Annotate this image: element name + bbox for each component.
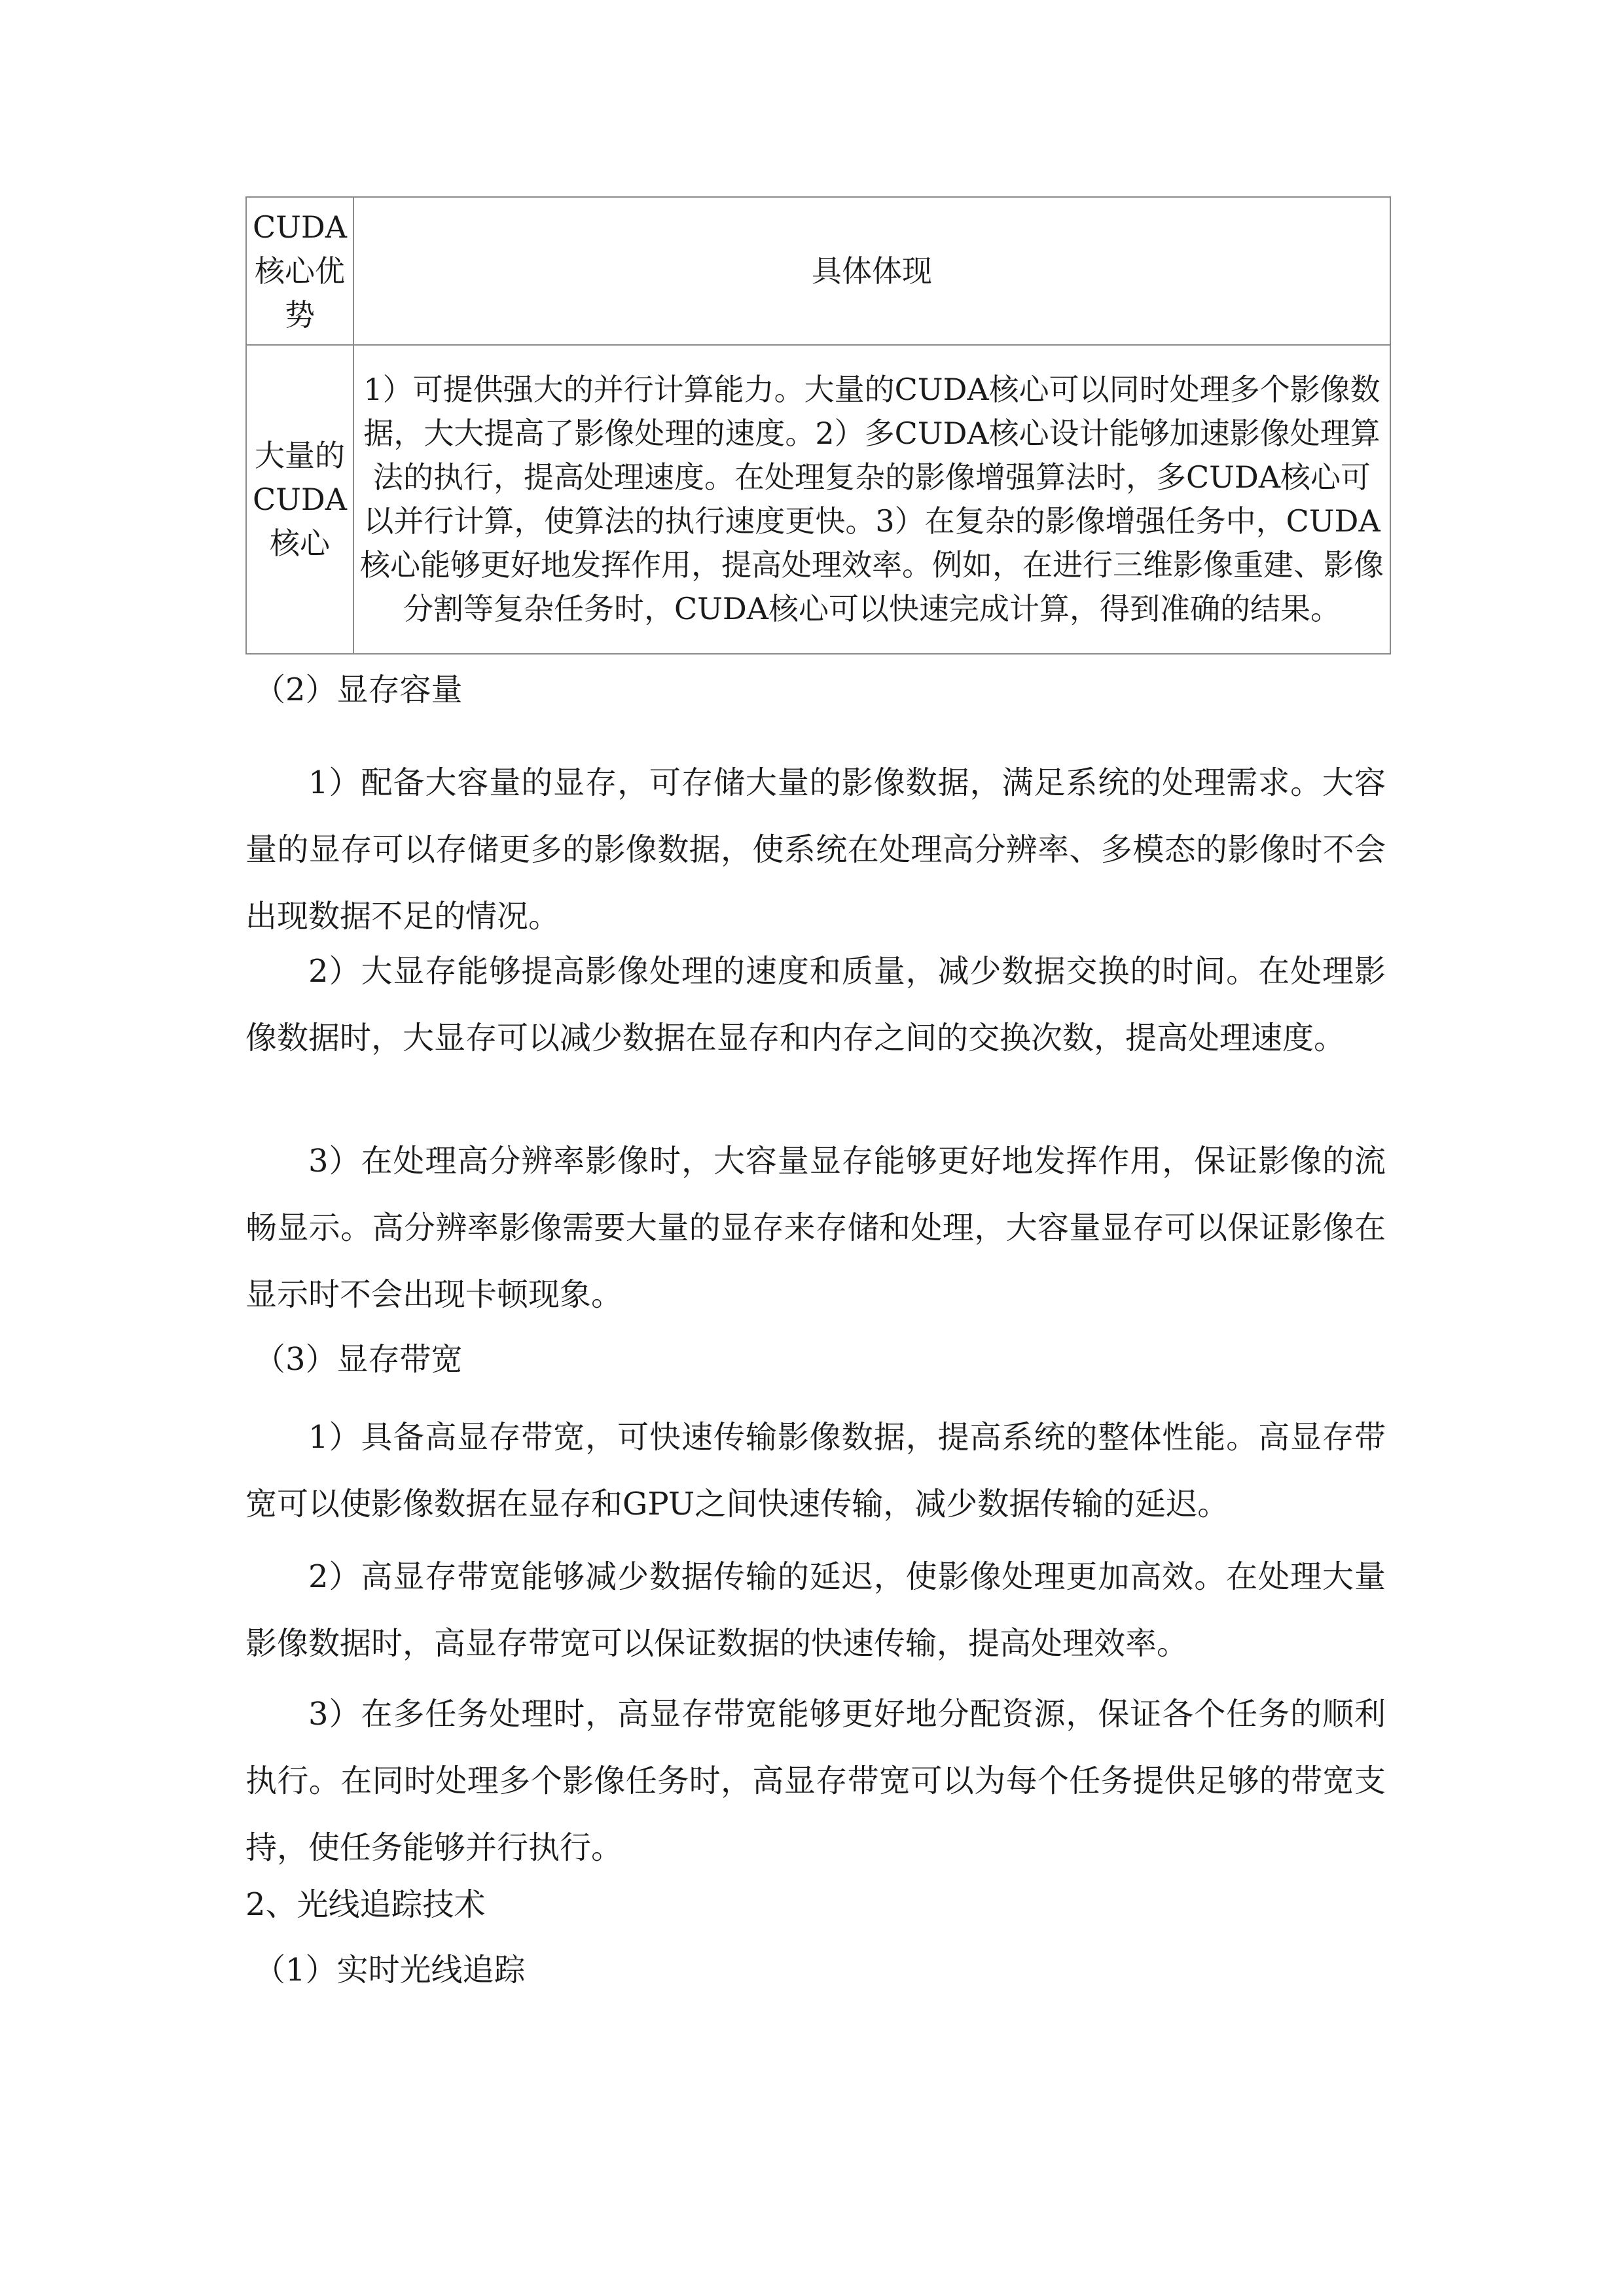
paragraph: 2）大显存能够提高影像处理的速度和质量，减少数据交换的时间。在处理影像数据时，大显存可以减少数据在显存和内存之间的交换次数，提高处理速度。 [245,953,1386,1056]
header-concrete-manifestation: 具体体现 [812,253,932,289]
row-description: 1）可提供强大的并行计算能力。大量的CUDA核心可以同时处理多个影像数据，大大提高了影像处理的速度。2）多CUDA核心设计能够加速影像处理算法的执行，提高处理速度。在处理复杂的影像增强算法时，多CUDA核心可以并行计算，使算法的执行速度更快。3）在复杂的影像增强任务中，CUDA核心能够更好地发挥作用，提高处理效率。例如，在进行三维影像重建、影像分割等复杂任务时，CUDA核心可以快速完成计算，得到准确的结果。 [360,372,1384,626]
header-cuda-advantage: CUDA核心优势 [252,209,348,332]
cuda-advantages-table [245,196,1391,655]
paragraph: 3）在多任务处理时，高显存带宽能够更好地分配资源，保证各个任务的顺利执行。在同时处理多个影像任务时，高显存带宽可以为每个任务提供足够的带宽支持，使任务能够并行执行。 [245,1696,1386,1866]
paragraph: 1）配备大容量的显存，可存储大量的影像数据，满足系统的处理需求。大容量的显存可以存储更多的影像数据，使系统在处理高分辨率、多模态的影像时不会出现数据不足的情况。 [245,764,1386,935]
section-heading-ray-tracing: 2、光线追踪技术 [245,1886,486,1923]
paragraph: 3）在处理高分辨率影像时，大容量显存能够更好地发挥作用，保证影像的流畅显示。高分辨率影像需要大量的显存来存储和处理，大容量显存可以保证影像在显示时不会出现卡顿现象。 [245,1143,1386,1313]
section-heading-vram-bandwidth: （3）显存带宽 [254,1341,463,1378]
table-row [246,345,1390,654]
paragraph: 1）具备高显存带宽，可快速传输影像数据，提高系统的整体性能。高显存带宽可以使影像数据在显存和GPU之间快速传输，减少数据传输的延迟。 [245,1419,1386,1522]
table-header-cell [246,197,353,345]
subsection-heading-realtime-ray-tracing: （1）实时光线追踪 [254,1952,526,1988]
section-heading-vram-capacity: （2）显存容量 [254,672,463,708]
paragraph: 2）高显存带宽能够减少数据传输的延迟，使影像处理更加高效。在处理大量影像数据时，高显存带宽可以保证数据的快速传输，提高处理效率。 [245,1558,1386,1662]
table-cell [246,345,353,654]
table-header-row [246,197,1390,345]
table-cell [353,345,1390,654]
row-label: 大量的CUDA核心 [252,437,348,561]
table-header-cell [353,197,1390,345]
